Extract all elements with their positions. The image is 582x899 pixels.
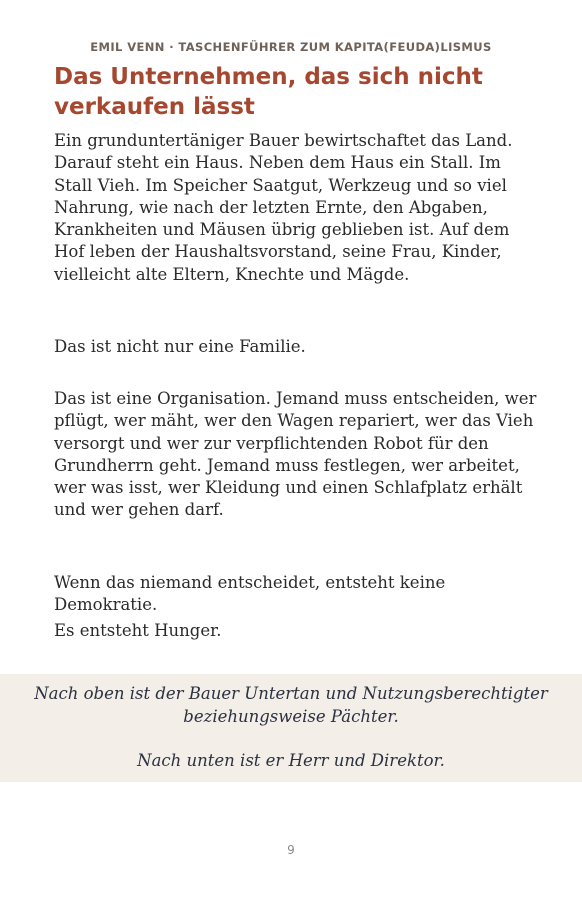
chapter-title: Das Unternehmen, das sich nicht verkaufen lässt xyxy=(54,64,483,120)
paragraph-no-democracy: Wenn das niemand entscheidet, entsteht keine Demokratie. xyxy=(54,573,446,615)
running-header: EMIL VENN · TASCHENFÜHRER ZUM KAPITA(FEUDA)LISMUS xyxy=(90,40,492,54)
paragraph-hunger: Es entsteht Hunger. xyxy=(54,621,222,640)
callout-line-downward: Nach unten ist er Herr und Direktor. xyxy=(137,751,445,770)
callout-line-upward: Nach oben ist der Bauer Untertan und Nutzungsberechtigter beziehungsweise Pächter. xyxy=(34,684,548,726)
callout-box xyxy=(0,674,582,782)
paragraph-farm-description: Ein grunduntertäniger Bauer bewirtschaftet das Land. Darauf steht ein Haus. Neben dem Haus ein Stall. Im Stall Vieh. Im Speicher Saatgut, Werkzeug und so viel Nahrung, wie nach der letzten Ernte, den Abgaben, Krankheiten und Mäusen übrig geblieben ist. Auf dem Hof leben der Haushaltsvorstand, seine Frau, Kinder, vielleicht alte Eltern, Knechte und Mägde. xyxy=(54,131,513,284)
paragraph-organisation: Das ist eine Organisation. Jemand muss entscheiden, wer pflügt, wer mäht, wer den Wagen repariert, wer das Vieh versorgt und wer zur verpflichtenden Robot für den Grundherrn geht. Jemand muss festlegen, wer arbeitet, wer was isst, wer Kleidung und einen Schlafplatz erhält und wer gehen darf. xyxy=(54,389,537,520)
paragraph-not-just-family: Das ist nicht nur eine Familie. xyxy=(54,337,306,356)
page-number: 9 xyxy=(287,843,295,857)
